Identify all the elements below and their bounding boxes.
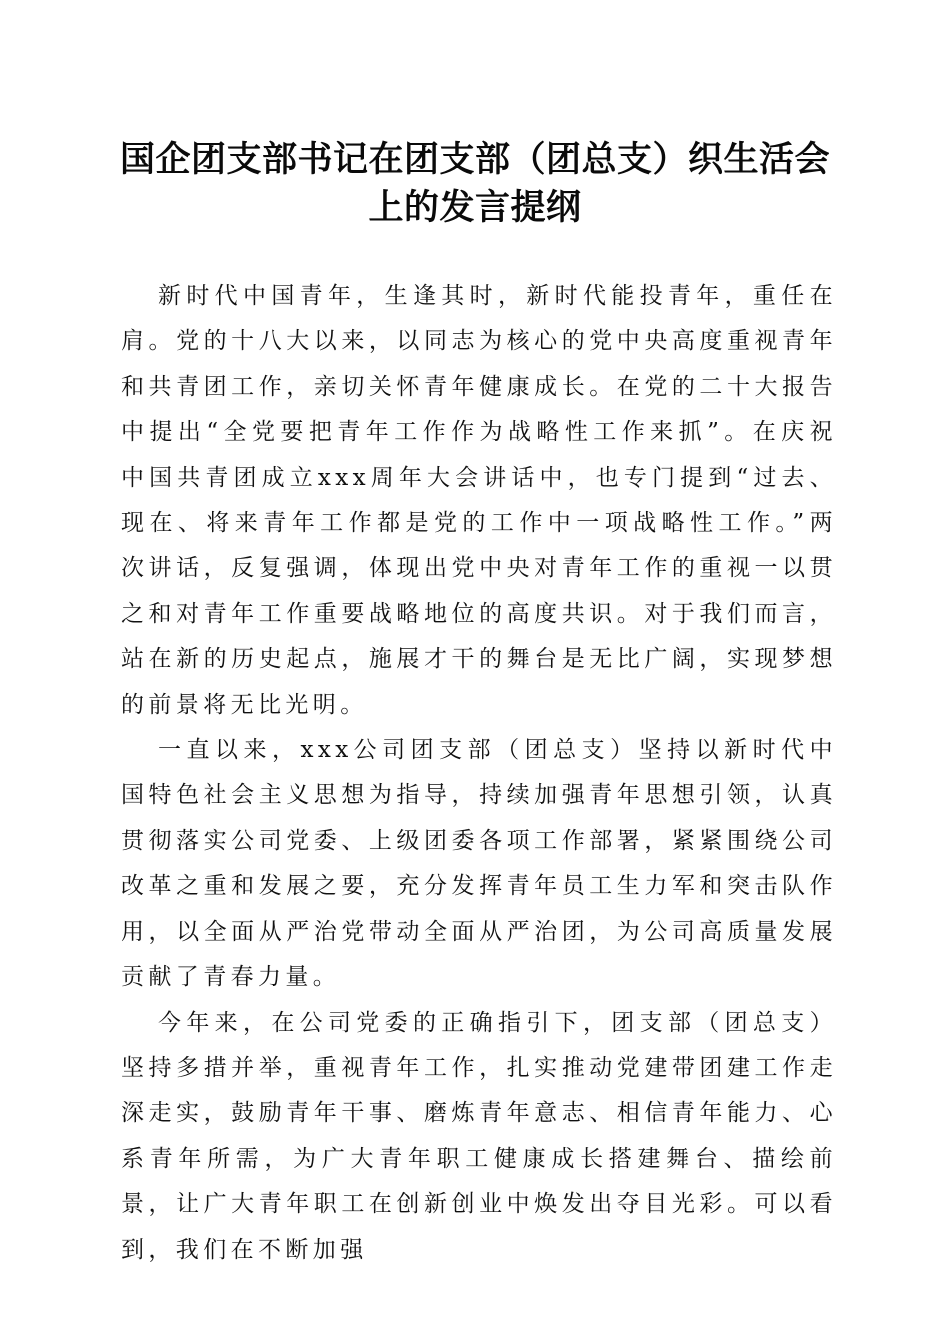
title-line-1: 国企团支部书记在团支部（团总支）织生活会: [119, 139, 830, 180]
paragraph-3: 今年来，在公司党委的正确指引下，团支部（团总支）坚持多措并举，重视青年工作，扎实推动党建带团建工作走深走实，鼓励青年干事、磨炼青年意志、相信青年能力、心系青年所需，为广大青年职工健康成长搭建舞台、描绘前景，让广大青年职工在创新创业中焕发出夺目光彩。可以看到，我们在不断加强: [121, 1009, 837, 1263]
paragraph-1: 新时代中国青年，生逢其时，新时代能投青年，重任在肩。党的十八大以来，以同志为核心的党中央高度重视青年和共青团工作，亲切关怀青年健康成长。在党的二十大报告中提出“全党要把青年工作作为战略性工作来抓”。在庆祝中国共青团成立xxx周年大会讲话中，也专门提到“过去、现在、将来青年工作都是党的工作中一项战略性工作。”两次讲话，反复强调，体现出党中央对青年工作的重视一以贯之和对青年工作重要战略地位的高度共识。对于我们而言，站在新的历史起点，施展才干的舞台是无比广阔，实现梦想的前景将无比光明。: [121, 283, 837, 718]
document-body: [121, 274, 837, 1273]
title-line-2: 上的发言提纲: [368, 187, 582, 228]
paragraph-2: 一直以来，xxx公司团支部（团总支）坚持以新时代中国特色社会主义思想为指导，持续加强青年思想引领，认真贯彻落实公司党委、上级团委各项工作部署，紧紧围绕公司改革之重和发展之要，充分发挥青年员工生力军和突击队作用，以全面从严治党带动全面从严治团，为公司高质量发展贡献了青春力量。: [121, 737, 837, 991]
document-title: [100, 136, 850, 232]
